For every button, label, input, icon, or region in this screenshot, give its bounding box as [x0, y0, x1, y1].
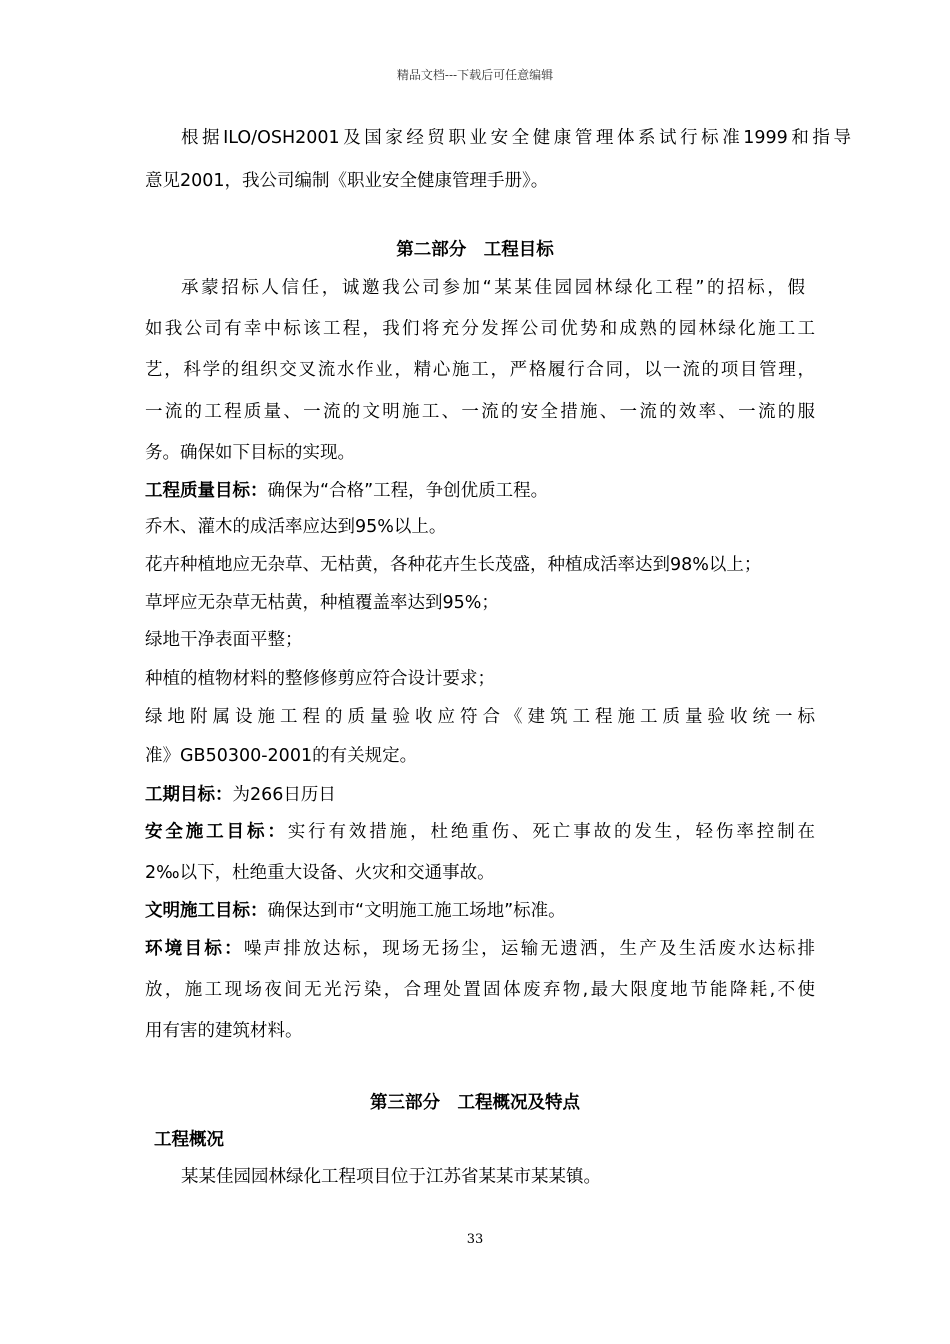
safety-goal-line-2: 2‰以下，杜绝重大设备、火灾和交通事故。: [145, 863, 495, 883]
paragraph-line-3: 艺，科学的组织交叉流水作业，精心施工，严格履行合同，以一流的项目管理，: [145, 360, 815, 380]
environment-goal-text: 噪声排放达标，现场无扬尘，运输无遗洒，生产及生活废水达标排: [243, 939, 816, 959]
civil-goal: [145, 899, 815, 923]
quality-goal: [145, 479, 815, 503]
list-item: 花卉种植地应无杂草、无枯黄，各种花卉生长茂盛，种植成活率达到98%以上；: [145, 555, 762, 575]
environment-goal-line-3: 用有害的建筑材料。: [145, 1021, 303, 1041]
list-item: 草坪应无杂草无枯黄，种植覆盖率达到95%；: [145, 593, 499, 613]
period-goal-label: 工期目标：: [145, 785, 233, 805]
quality-goal-text: 确保为“合格”工程，争创优质工程。: [267, 481, 549, 501]
paragraph-line-2: 如我公司有幸中标该工程，我们将充分发挥公司优势和成熟的园林绿化施工工: [145, 319, 815, 339]
paragraph-line-1: 承蒙招标人信任，诚邀我公司参加“某某佳园园林绿化工程”的招标，假: [181, 278, 805, 298]
paragraph-line-4: 一流的工程质量、一流的文明施工、一流的安全措施、一流的效率、一流的服: [145, 402, 815, 422]
overview-text: 某某佳园园林绿化工程项目位于江苏省某某市某某镇。: [181, 1167, 601, 1187]
intro-line-1: 根据ILO/OSH2001及国家经贸职业安全健康管理体系试行标准1999和指导: [181, 128, 851, 148]
section-heading-part2: 第二部分 工程目标: [396, 240, 554, 260]
section-heading-part3: 第三部分 工程概况及特点: [370, 1093, 580, 1113]
acceptance-line-1: 绿地附属设施工程的质量验收应符合《建筑工程施工质量验收统一标: [145, 707, 815, 727]
quality-goal-label: 工程质量目标：: [145, 481, 268, 501]
intro-line-2: 意见2001，我公司编制《职业安全健康管理手册》。: [145, 171, 549, 191]
environment-goal: [145, 937, 815, 961]
period-goal: [145, 783, 815, 807]
subsection-heading: 工程概况: [154, 1130, 224, 1150]
acceptance-line-2: 准》GB50300-2001的有关规定。: [145, 746, 418, 766]
environment-goal-line-2: 放，施工现场夜间无光污染，合理处置固体废弃物,最大限度地节能降耗,不使: [145, 980, 815, 1000]
safety-goal-label: 安全施工目标：: [145, 822, 288, 842]
page-header: 精品文档---下载后可任意编辑: [396, 68, 554, 82]
civil-goal-label: 文明施工目标：: [145, 901, 268, 921]
page-number: 33: [466, 1232, 484, 1247]
period-goal-text: 为266日历日: [232, 785, 336, 805]
paragraph-line-5: 务。确保如下目标的实现。: [145, 443, 355, 463]
environment-goal-label: 环境目标：: [145, 939, 244, 959]
safety-goal-text: 实行有效措施，杜绝重伤、死亡事故的发生，轻伤率控制在: [287, 822, 815, 842]
list-item: 种植的植物材料的整修修剪应符合设计要求；: [145, 669, 495, 689]
list-item: 乔木、灌木的成活率应达到95%以上。: [145, 517, 447, 537]
safety-goal: [145, 820, 815, 844]
civil-goal-text: 确保达到市“文明施工施工场地”标准。: [267, 901, 566, 921]
list-item: 绿地干净表面平整；: [145, 630, 303, 650]
